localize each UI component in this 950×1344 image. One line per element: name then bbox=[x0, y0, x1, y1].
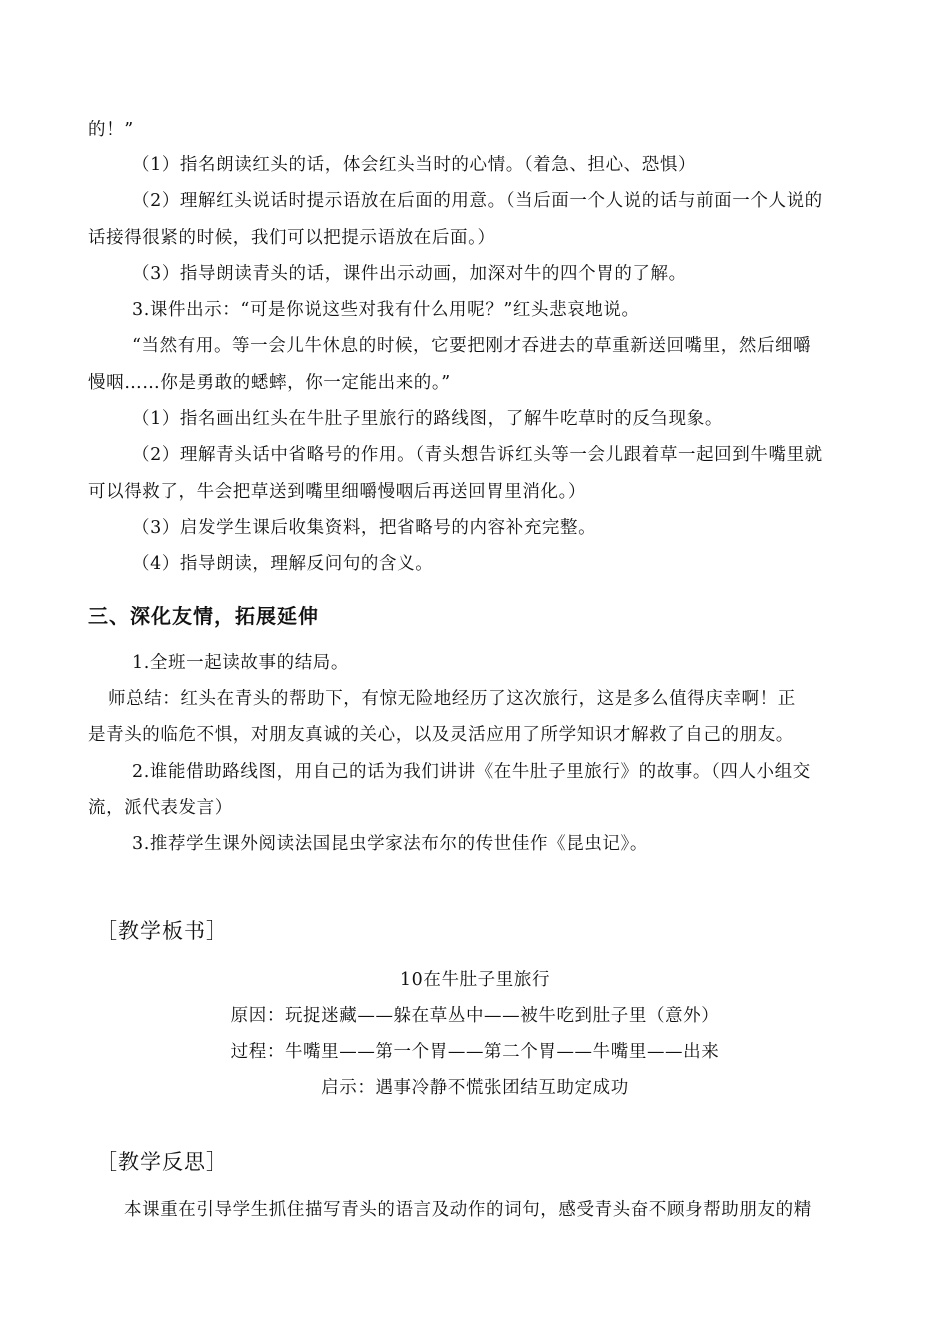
paragraph-line: （2）理解红头说话时提示语放在后面的用意。（当后面一个人说的话与前面一个人说的 bbox=[132, 191, 823, 211]
paragraph-line: 师总结：红头在青头的帮助下，有惊无险地经历了这次旅行，这是多么值得庆幸啊！正 bbox=[108, 689, 796, 709]
paragraph-line: （3）启发学生课后收集资料，把省略号的内容补充完整。 bbox=[132, 518, 597, 538]
section-heading: 三、深化友情，拓展延伸 bbox=[88, 604, 319, 628]
board-insight: 启示：遇事冷静不慌张团结互助定成功 bbox=[321, 1078, 629, 1098]
paragraph-line: （4）指导朗读，理解反问句的含义。 bbox=[132, 554, 434, 574]
paragraph-line: 本课重在引导学生抓住描写青头的语言及动作的词句，感受青头奋不顾身帮助朋友的精 bbox=[124, 1200, 812, 1220]
paragraph-line: 是青头的临危不惧，对朋友真诚的关心，以及灵活应用了所学知识才解救了自己的朋友。 bbox=[88, 725, 794, 745]
paragraph-line: 3.课件出示：“可是你说这些对我有什么用呢？”红头悲哀地说。 bbox=[132, 300, 640, 320]
board-title: 10在牛肚子里旅行 bbox=[399, 970, 551, 990]
paragraph-line: （3）指导朗读青头的话，课件出示动画，加深对牛的四个胃的了解。 bbox=[132, 264, 687, 284]
paragraph-line: 话接得很紧的时候，我们可以把提示语放在后面。） bbox=[88, 228, 496, 248]
paragraph-line: “当然有用。等一会儿牛休息的时候，它要把刚才吞进去的草重新送回嘴里，然后细嚼 bbox=[132, 336, 812, 356]
board-heading: ［教学板书］ bbox=[96, 919, 228, 943]
paragraph-line: 1.全班一起读故事的结局。 bbox=[132, 653, 349, 673]
paragraph-line: 2.谁能借助路线图，用自己的话为我们讲讲《在牛肚子里旅行》的故事。（四人小组交 bbox=[132, 762, 811, 782]
board-cause: 原因：玩捉迷藏——躲在草丛中——被牛吃到肚子里（意外） bbox=[230, 1006, 720, 1026]
paragraph-line: 的！” bbox=[88, 120, 134, 140]
paragraph-line: （2）理解青头话中省略号的作用。（青头想告诉红头等一会儿跟着草一起回到牛嘴里就 bbox=[132, 445, 823, 465]
paragraph-line: 慢咽……你是勇敢的蟋蟀，你一定能出来的。” bbox=[88, 373, 451, 393]
paragraph-line: （1）指名朗读红头的话，体会红头当时的心情。（着急、担心、恐惧） bbox=[132, 155, 697, 175]
board-process: 过程：牛嘴里——第一个胃——第二个胃——牛嘴里——出来 bbox=[230, 1042, 720, 1062]
paragraph-line: 可以得救了，牛会把草送到嘴里细嚼慢咽后再送回胃里消化。） bbox=[88, 482, 587, 502]
paragraph-line: 3.推荐学生课外阅读法国昆虫学家法布尔的传世佳作《昆虫记》。 bbox=[132, 834, 648, 854]
paragraph-line: （1）指名画出红头在牛肚子里旅行的路线图，了解牛吃草时的反刍现象。 bbox=[132, 409, 723, 429]
paragraph-line: 流，派代表发言） bbox=[88, 798, 233, 818]
reflection-heading: ［教学反思］ bbox=[96, 1150, 228, 1174]
